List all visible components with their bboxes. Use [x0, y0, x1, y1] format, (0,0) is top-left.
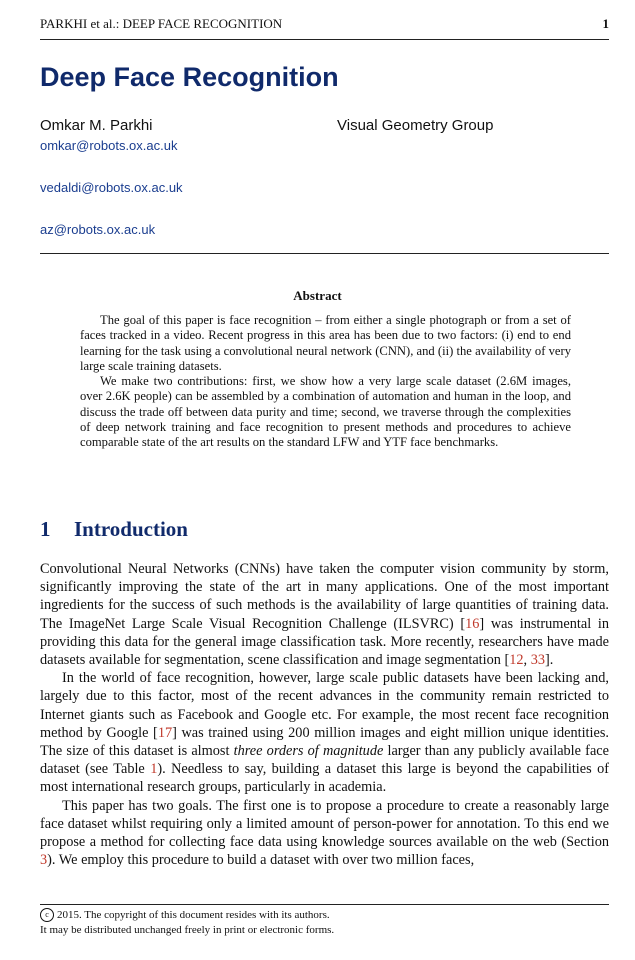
text-run: In the world of face recognition, however, large scale public datasets have been lacking and, largely due to this factor, most of the recent advances in the community remain restricted to Internet giants such as Facebook and Google etc. For example, the most recent face recognition method by Google [: [40, 670, 609, 741]
copyright-text: 2015. The copyright of this document resides with its authors.: [57, 909, 330, 921]
body-paragraph: [40, 560, 609, 669]
abstract-paragraph: The goal of this paper is face recognition – from either a single photograph or from a set of faces tracked in a video. Recent progress in this area has been due to two factors: (i) end to end learning for the task using a convolutional neural network (CNN), and (ii) the availability of very large scale training datasets.: [80, 313, 571, 373]
text-run: ). We employ this procedure to build a dataset with over two million faces,: [47, 852, 475, 869]
text-run: ] was instrumental in providing this data for the general image classification task. More recently, researchers have made datasets available for segmentation, scene classification and image segmentation [: [40, 615, 609, 669]
author-affiliation: Visual Geometry Group: [337, 117, 494, 134]
copyright-icon: c: [40, 908, 54, 922]
emphasis-text: three orders of magnitude: [233, 743, 384, 760]
section-body: [40, 560, 609, 869]
section-number: 1: [40, 517, 51, 541]
running-header: [40, 16, 609, 36]
header-rule: [40, 39, 609, 40]
title-block-rule: [40, 253, 609, 254]
text-run: Convolutional Neural Networks (CNNs) have taken the computer vision community by storm, significantly improving the state of the art in many applications. One of the most important ingredients for the success of such methods is the availability of large quantities of training data. The ImageNet Large Scale Visual Recognition Challenge (ILSVRC) [: [40, 561, 609, 632]
copyright-line: [40, 908, 334, 923]
paper-title: Deep Face Recognition: [40, 62, 339, 92]
author-name: Omkar M. Parkhi: [40, 117, 153, 134]
text-run: ). Needless to say, building a dataset this large is beyond the capabilities of most international research groups, particularly in academia.: [40, 761, 609, 796]
footer-rule: [40, 904, 609, 905]
text-run: ].: [545, 652, 554, 669]
email-link-az[interactable]: az@robots.ox.ac.uk: [40, 222, 156, 237]
copyright-footer: [40, 908, 334, 938]
section-heading: [40, 517, 188, 542]
citation-link[interactable]: 12: [509, 652, 524, 669]
distribution-line: It may be distributed unchanged freely in print or electronic forms.: [40, 924, 335, 936]
text-run: ] was trained using 200 million images and eight million unique identities. The size of this dataset is almost: [40, 724, 609, 760]
section-title: Introduction: [74, 517, 188, 541]
email-link-omkar[interactable]: omkar@robots.ox.ac.uk: [40, 138, 178, 153]
body-paragraph: [40, 797, 609, 870]
text-run: ,: [523, 652, 531, 669]
section-ref-link[interactable]: 3: [40, 852, 48, 869]
email-link-vedaldi[interactable]: vedaldi@robots.ox.ac.uk: [40, 180, 183, 195]
citation-link[interactable]: 17: [157, 724, 173, 741]
abstract-heading: Abstract: [293, 288, 342, 303]
citation-link[interactable]: 33: [530, 652, 545, 669]
text-run: larger than any publicly available face dataset (see Table: [40, 743, 609, 778]
table-ref-link[interactable]: 1: [150, 761, 158, 778]
abstract-paragraph: We make two contributions: first, we show how a very large scale dataset (2.6M images, over 2.6K people) can be assembled by a combination of automation and human in the loop, and discuss the trade off between data purity and time; second, we traverse through the complexities of deep network training and face recognition to present methods and procedures to achieve comparable state of the art results on the standard LFW and YTF face benchmarks.: [80, 374, 571, 450]
body-paragraph: [40, 669, 609, 796]
running-title: PARKHI et al.: DEEP FACE RECOGNITION: [40, 16, 283, 31]
page-number: 1: [602, 16, 609, 31]
text-run: This paper has two goals. The first one is to propose a procedure to create a reasonably large face dataset whilst requiring only a limited amount of person-power for annotation. To this end we propose a method for collecting face data using knowledge sources available on the web (Section: [40, 797, 609, 851]
abstract-body: [80, 313, 571, 451]
citation-link[interactable]: 16: [465, 615, 480, 632]
